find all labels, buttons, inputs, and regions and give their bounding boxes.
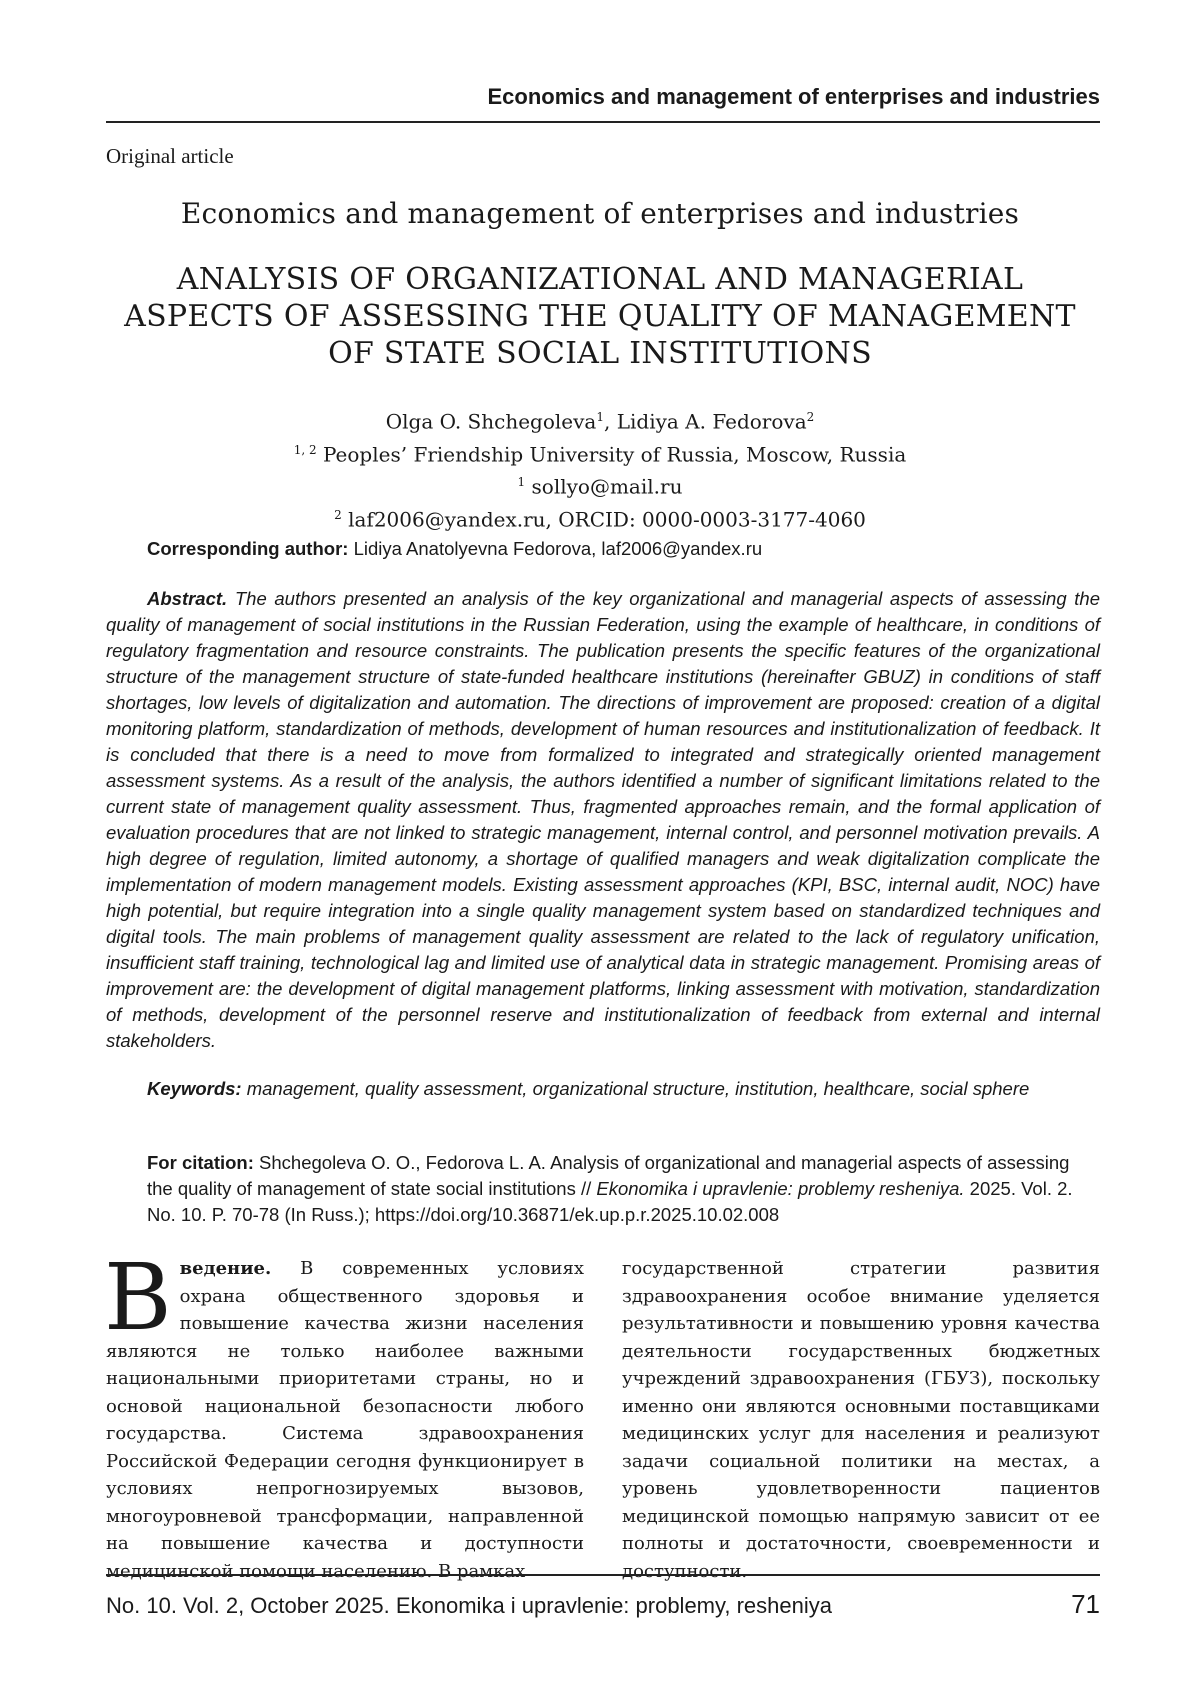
body-column-left <box>106 1255 584 1585</box>
abstract <box>106 586 1100 1054</box>
title-line: ASPECTS OF ASSESSING THE QUALITY OF MANAGEMENT <box>100 298 1100 335</box>
section-title: Economics and management of enterprises and industries <box>100 197 1100 230</box>
page-number: 71 <box>1071 1589 1100 1620</box>
affiliation-marker: 1, 2 <box>294 443 317 457</box>
author-block <box>100 403 1100 534</box>
keywords-text: management, quality assessment, organizational structure, institution, healthcare, social sphere <box>247 1078 1030 1099</box>
citation-journal: Ekonomika i upravlenie: problemy resheniya. <box>596 1178 964 1199</box>
corresponding-label: Corresponding author: <box>147 538 348 559</box>
affiliation-marker: 1 <box>596 410 604 424</box>
article-title <box>100 261 1100 372</box>
author-email <box>100 501 1100 534</box>
article-type: Original article <box>106 144 234 169</box>
affiliation <box>100 436 1100 469</box>
affiliation-marker: 2 <box>807 410 815 424</box>
corresponding-author <box>147 538 1100 560</box>
intro-heading: ведение. <box>180 1258 272 1279</box>
affiliation-marker: 2 <box>334 508 342 522</box>
citation-text: Shchegoleva O. O., Fedorova L. A. Analysis of organizational and managerial aspects of assessing the quality of management of state social institutions // <box>147 1152 1069 1199</box>
body-text-right: государственной стратегии развития здравоохранения особое внимание уделяется результативности и повышению уровня качества деятельности государственных бюджетных учреждений здравоохранения (ГБУЗ), поскольку именно они являются основными поставщиками медицинских услуг для населения и реализуют задачи социальной политики на местах, а уровень удовлетворенности пациентов медицинской помощью напрямую зависит от ее полноты и достаточности, своевременности и доступности. <box>622 1258 1100 1582</box>
email-orcid[interactable]: laf2006@yandex.ru, ORCID: 0000-0003-3177-4060 <box>348 508 866 532</box>
running-head: Economics and management of enterprises and industries <box>106 84 1100 110</box>
footer-journal-info: No. 10. Vol. 2, October 2025. Ekonomika i upravlenie: problemy, resheniya <box>106 1593 832 1619</box>
affiliation-text: Peoples’ Friendship University of Russia, Moscow, Russia <box>323 442 906 466</box>
author-name: Lidiya A. Fedorova <box>617 410 807 434</box>
author-names <box>100 403 1100 436</box>
author-separator: , <box>604 410 617 434</box>
author-name: Olga O. Shchegoleva <box>386 410 597 434</box>
citation <box>147 1150 1100 1228</box>
author-email <box>100 468 1100 501</box>
header-divider <box>106 121 1100 123</box>
keywords-label: Keywords: <box>147 1078 242 1099</box>
drop-cap: В <box>104 1257 172 1335</box>
body-text-left: В современных условиях охрана общественного здоровья и повышение качества жизни населения являются не только наиболее важными национальными приоритетами страны, но и основой национальной безопасности любого государства. Система здравоохранения Российской Федерации сегодня функционирует в условиях непрогнозируемых вызовов, многоуровневой трансформации, направленной на повышение качества и доступности медицинской помощи населению. В рамках <box>106 1258 584 1582</box>
footer-divider <box>106 1574 1100 1576</box>
keywords <box>106 1076 1100 1102</box>
citation-details[interactable]: 2025. Vol. 2. No. 10. P. 70-78 (In Russ.); https://doi.org/10.36871/ek.up.p.r.2025.10.02.008 <box>147 1178 1073 1225</box>
citation-label: For citation: <box>147 1152 254 1173</box>
abstract-label: Abstract. <box>147 588 227 609</box>
email-link[interactable]: sollyo@mail.ru <box>532 475 683 499</box>
title-line: ANALYSIS OF ORGANIZATIONAL AND MANAGERIAL <box>100 261 1100 298</box>
abstract-text: The authors presented an analysis of the key organizational and managerial aspects of assessing the quality of management of social institutions in the Russian Federation, using the example of healthcare, in conditions of regulatory fragmentation and resource constraints. The publication presents the specific features of the organizational structure of the management structure of state-funded healthcare institutions (hereinafter GBUZ) in conditions of staff shortages, low levels of digitalization and automation. The directions of improvement are proposed: creation of a digital monitoring platform, standardization of methods, development of human resources and institutionalization of feedback. It is concluded that there is a need to move from formalized to integrated and strategically oriented management assessment systems. As a result of the analysis, the authors identified a number of significant limitations related to the current state of management quality assessment. Thus, fragmented approaches remain, and the formal application of evaluation procedures that are not linked to strategic management, internal control, and personnel motivation prevails. A high degree of regulation, limited autonomy, a shortage of qualified managers and weak digitalization complicate the implementation of modern management models. Existing assessment approaches (KPI, BSC, internal audit, NOC) have high potential, but require integration into a single quality management system based on standardized techniques and digital tools. The main problems of management quality assessment are related to the lack of regulatory unification, insufficient staff training, technological lag and limited use of analytical data in strategic management. Promising areas of improvement are: the development of digital management platforms, linking assessment with motivation, standardization of methods, development of the personnel reserve and institutionalization of feedback from external and internal stakeholders. <box>106 588 1100 1051</box>
title-line: OF STATE SOCIAL INSTITUTIONS <box>100 335 1100 372</box>
corresponding-text: Lidiya Anatolyevna Fedorova, laf2006@yandex.ru <box>354 538 763 559</box>
body-column-right <box>622 1255 1100 1585</box>
affiliation-marker: 1 <box>518 475 526 489</box>
